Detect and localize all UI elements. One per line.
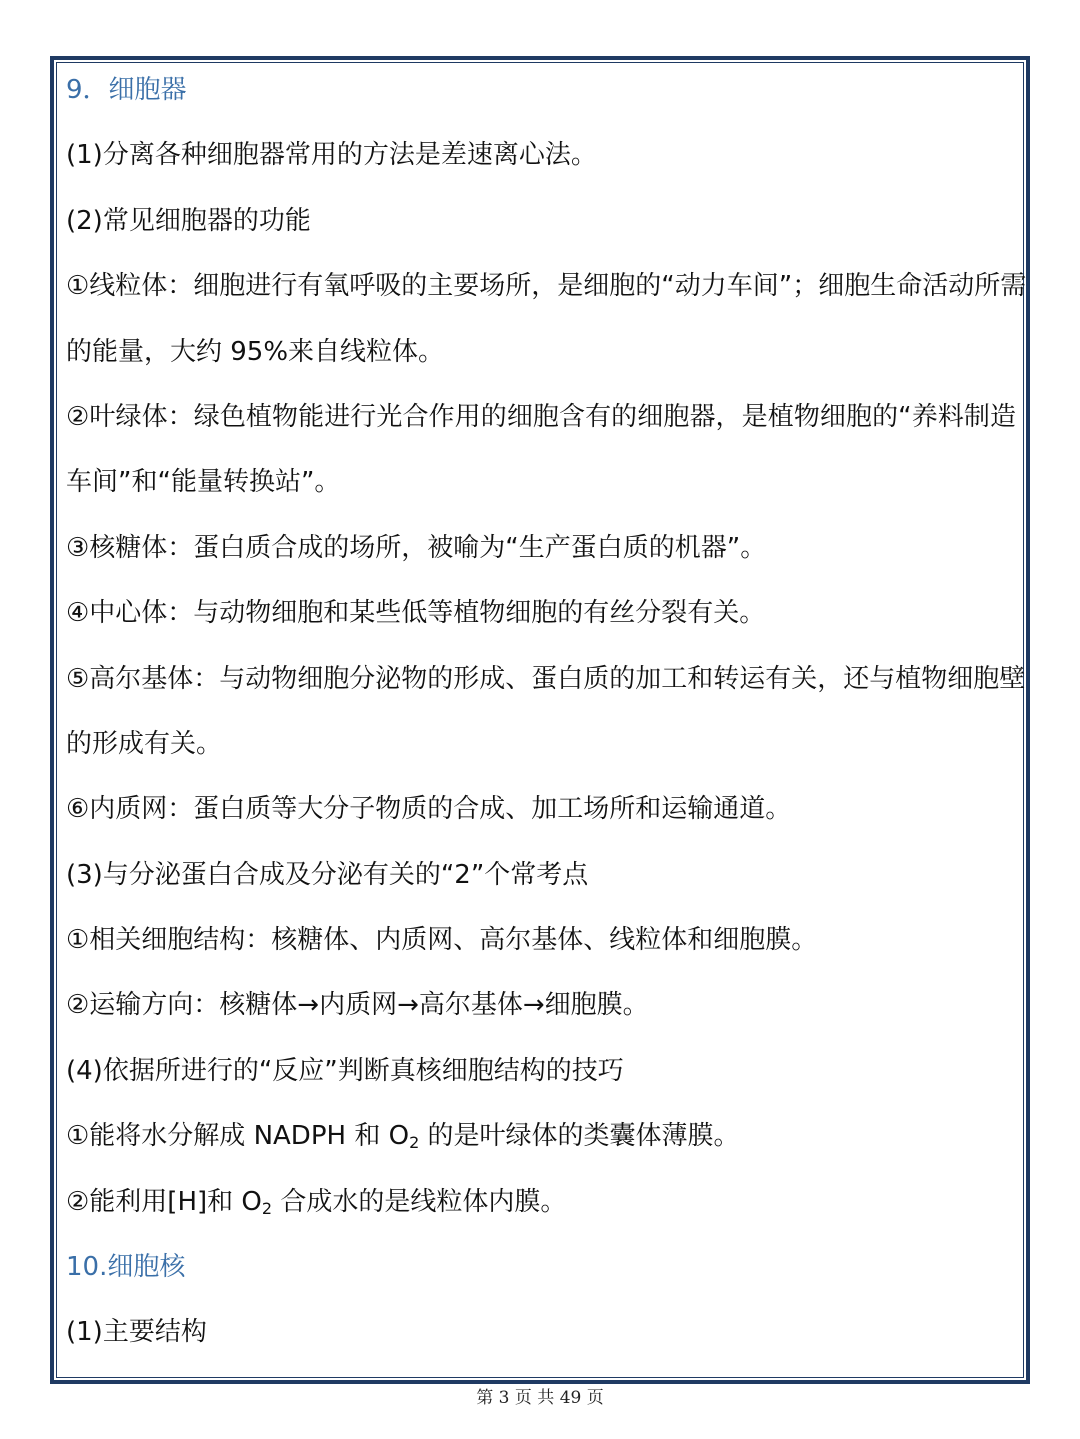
subscript-2: 2 [409, 1133, 420, 1153]
document-body [66, 58, 1027, 1366]
page-number-footer: 第 3 页 共 49 页 [476, 1388, 604, 1408]
paragraph-thylakoid-text-b: 的是叶绿体的类囊体薄膜。 [419, 1121, 740, 1152]
paragraph-mitochondria-line1: ①线粒体：细胞进行有氧呼吸的主要场所，是细胞的“动力车间”；细胞生命活动所需 [66, 271, 1027, 302]
paragraph-er: ⑥内质网：蛋白质等大分子物质的合成、加工场所和运输通道。 [66, 794, 792, 825]
paragraph-separation-method: (1)分离各种细胞器常用的方法是差速离心法。 [66, 140, 597, 171]
paragraph-inner-membrane-text-a: ②能利用[H]和 O [66, 1186, 262, 1217]
paragraph-inner-membrane [66, 1170, 1016, 1235]
section-heading-nucleus: 10.细胞核 [66, 1252, 186, 1283]
paragraph-mitochondria-line2: 的能量，大约 95%来自线粒体。 [66, 336, 445, 367]
subheading-reaction-tips: (4)依据所进行的“反应”判断真核细胞结构的技巧 [66, 1055, 624, 1086]
subscript-2: 2 [261, 1198, 273, 1218]
paragraph-golgi-line2: 的形成有关。 [66, 728, 223, 759]
paragraph-chloroplast-line2: 车间”和“能量转换站”。 [66, 467, 341, 498]
paragraph-thylakoid [66, 1104, 1016, 1169]
subheading-main-structure: (1)主要结构 [66, 1317, 207, 1348]
paragraph-golgi-line1: ⑤高尔基体：与动物细胞分泌物的形成、蛋白质的加工和转运有关，还与植物细胞壁 [66, 663, 1026, 694]
paragraph-centrosome: ④中心体：与动物细胞和某些低等植物细胞的有丝分裂有关。 [66, 598, 766, 629]
subheading-organelle-functions: (2)常见细胞器的功能 [66, 205, 311, 236]
section-heading-organelles: 9．细胞器 [66, 75, 187, 105]
subheading-secretory-protein: (3)与分泌蛋白合成及分泌有关的“2”个常考点 [66, 859, 589, 890]
paragraph-ribosome: ③核糖体：蛋白质合成的场所，被喻为“生产蛋白质的机器”。 [66, 532, 767, 563]
paragraph-inner-membrane-text-b: 合成水的是线粒体内膜。 [272, 1186, 567, 1217]
paragraph-thylakoid-text-a: ①能将水分解成 NADPH 和 O [66, 1121, 410, 1152]
paragraph-transport-direction: ②运输方向：核糖体→内质网→高尔基体→细胞膜。 [66, 990, 649, 1021]
paragraph-related-structures: ①相关细胞结构：核糖体、内质网、高尔基体、线粒体和细胞膜。 [66, 925, 818, 956]
paragraph-chloroplast-line1: ②叶绿体：绿色植物能进行光合作用的细胞含有的细胞器，是植物细胞的“养料制造 [66, 401, 1016, 432]
